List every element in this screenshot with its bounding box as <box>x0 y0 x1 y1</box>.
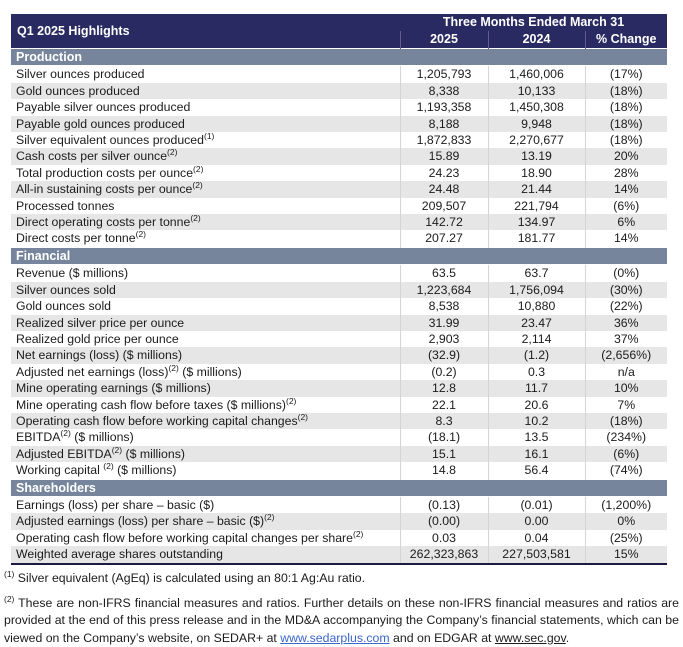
footnote-reference: (2) <box>264 513 275 523</box>
table-row <box>11 331 667 347</box>
footnote-2-marker: (2) <box>4 593 15 604</box>
value-pct-change: 20% <box>585 148 667 164</box>
value-pct-change: (1,200%) <box>585 496 667 513</box>
row-label: Realized silver price per ounce <box>11 315 400 331</box>
value-2024: (1.2) <box>488 347 585 363</box>
footnote-reference: (2) <box>192 181 203 191</box>
value-2024: 221,794 <box>488 198 585 214</box>
value-2024: 11.7 <box>488 380 585 396</box>
value-pct-change: (18%) <box>585 132 667 148</box>
table-row <box>11 99 667 115</box>
table-row <box>11 132 667 148</box>
table-row <box>11 165 667 181</box>
row-label: EBITDA$^{(2)}$ ($ millions) <box>16 429 134 445</box>
value-2025: (32.9) <box>400 347 488 363</box>
value-2025: 14.8 <box>400 462 488 479</box>
value-2025: 209,507 <box>400 198 488 214</box>
table-row <box>11 148 667 164</box>
row-label: Adjusted EBITDA$^{(2)}$ ($ millions) <box>11 446 400 462</box>
value-2025: 8,538 <box>400 298 488 314</box>
value-pct-change: 14% <box>585 181 667 197</box>
row-label: Operating cash flow before working capital changes$^{(2)}$ <box>11 413 400 429</box>
value-2024: 227,503,581 <box>488 546 585 563</box>
value-pct-change: 10% <box>585 380 667 396</box>
value-2025: 1,205,793 <box>400 66 488 83</box>
value-2024: 134.97 <box>488 214 585 230</box>
table-row <box>11 347 667 363</box>
row-label: Mine operating cash flow before taxes ($ millions)$^{(2)}$ <box>16 396 297 412</box>
value-pct-change: (6%) <box>585 198 667 214</box>
footnote-2-text-after: . <box>565 630 570 645</box>
value-2025: 31.99 <box>400 315 488 331</box>
table-row <box>11 380 667 396</box>
footnote-reference: (2) <box>168 363 179 373</box>
value-2025: 8,338 <box>400 83 488 99</box>
value-2024: 181.77 <box>488 230 585 247</box>
value-2025: 1,872,833 <box>400 132 488 148</box>
value-pct-change: 0% <box>585 513 667 529</box>
value-2024: 0.04 <box>488 530 585 546</box>
value-pct-change: (30%) <box>585 282 667 298</box>
row-label: All-in sustaining costs per ounce$^{(2)}$ <box>11 181 400 197</box>
value-2025: 24.48 <box>400 181 488 197</box>
value-2024: 20.6 <box>488 397 585 413</box>
value-pct-change: (0%) <box>585 265 667 282</box>
sedarplus-link[interactable]: www.sedarplus.com <box>280 630 390 645</box>
value-2025: 1,193,358 <box>400 99 488 115</box>
row-label: Earnings (loss) per share – basic ($) <box>16 497 215 512</box>
value-pct-change: (18%) <box>585 413 667 429</box>
table-row <box>11 214 667 230</box>
footnote-2-text-before: These are non-IFRS financial measures and ratios. Further details on these non-IFRS financial measures and ratios are provided at the end of this press release and in the MD&A accompanying the Company’s financial statements, which can be viewed on the Company’s website, on SEDAR+ at <box>4 595 679 645</box>
value-2024: 16.1 <box>488 446 585 462</box>
section-header-row <box>11 479 667 496</box>
table-title: Q1 2025 Highlights <box>11 14 400 49</box>
table-row <box>11 230 667 247</box>
table-row <box>11 397 667 413</box>
value-pct-change: 14% <box>585 230 667 247</box>
value-2024: 13.5 <box>488 429 585 445</box>
value-pct-change: (6%) <box>585 446 667 462</box>
row-label: Silver equivalent ounces produced$^{(1)}$ <box>16 132 215 148</box>
row-label: Silver ounces produced <box>16 67 145 82</box>
q1-highlights-table <box>11 14 667 565</box>
value-2025: 0.03 <box>400 530 488 546</box>
table-row <box>11 181 667 197</box>
footnote-reference: (2) <box>285 396 297 406</box>
row-label: Payable silver ounces produced <box>16 100 191 115</box>
sec-gov-link[interactable]: www.sec.gov <box>494 630 566 645</box>
row-label: Gold ounces sold <box>16 299 112 314</box>
table-row <box>11 298 667 314</box>
row-label: Adjusted net earnings (loss)$^{(2)}$ ($ millions) <box>16 363 242 379</box>
value-2025: 207.27 <box>400 230 488 247</box>
table-row <box>11 315 667 331</box>
footnote-reference: (1) <box>204 132 215 141</box>
value-2025: (0.2) <box>400 364 488 380</box>
value-pct-change: 28% <box>585 165 667 181</box>
footnote-reference: (2) <box>167 148 178 158</box>
footnote-1-text: Silver equivalent (AgEq) is calculated using an 80:1 Ag:Au ratio. <box>14 570 366 585</box>
value-pct-change: (2,656%) <box>585 347 667 363</box>
table-body <box>11 49 667 564</box>
row-label: Processed tonnes <box>16 198 115 213</box>
value-pct-change: (74%) <box>585 462 667 479</box>
value-2024: 1,450,308 <box>488 99 585 115</box>
value-2025: 2,903 <box>400 331 488 347</box>
footnotes <box>4 568 679 647</box>
footnote-reference: (2) <box>135 230 146 240</box>
value-2024: 63.7 <box>488 265 585 282</box>
value-2024: 9,948 <box>488 116 585 132</box>
row-label: Payable gold ounces produced <box>11 116 400 132</box>
value-pct-change: 15% <box>585 546 667 563</box>
value-2024: 1,756,094 <box>488 282 585 298</box>
footnote-reference: (2) <box>111 445 123 455</box>
value-2024: 2,114 <box>488 331 585 347</box>
section-header-row <box>11 49 667 66</box>
value-2025: 63.5 <box>400 265 488 282</box>
row-label: Cash costs per silver ounce$^{(2)}$ <box>11 148 400 164</box>
row-label: Gold ounces produced <box>11 83 400 99</box>
footnote-2-text-middle: and on EDGAR at <box>389 630 495 645</box>
section-header: Shareholders <box>11 479 667 496</box>
row-label: Direct operating costs per tonne$^{(2)}$ <box>11 214 400 230</box>
value-2024: 13.19 <box>488 148 585 164</box>
table-row <box>11 530 667 546</box>
value-pct-change: (17%) <box>585 66 667 83</box>
footnote-1-marker: (1) <box>4 568 15 579</box>
value-2025: (0.13) <box>400 496 488 513</box>
table-row <box>11 116 667 132</box>
value-pct-change: 37% <box>585 331 667 347</box>
value-pct-change: 7% <box>585 397 667 413</box>
table-row <box>11 546 667 563</box>
row-label: Realized gold price per ounce <box>16 331 179 346</box>
value-2025: (0.00) <box>400 513 488 529</box>
footnote-reference: (2) <box>190 214 201 223</box>
value-2024: 18.90 <box>488 165 585 181</box>
row-label: Silver ounces sold <box>11 282 400 298</box>
value-pct-change: (25%) <box>585 530 667 546</box>
table-row <box>11 265 667 282</box>
section-header: Production <box>11 49 667 66</box>
value-2024: 56.4 <box>488 462 585 479</box>
value-2025: (18.1) <box>400 429 488 445</box>
table-row <box>11 429 667 445</box>
footnote-reference: (2) <box>103 462 114 472</box>
value-2024: 10,133 <box>488 83 585 99</box>
column-header-2025: 2025 <box>400 31 488 49</box>
value-pct-change: (234%) <box>585 429 667 445</box>
row-label: Working capital $^{(2)}$ ($ millions) <box>16 462 177 478</box>
value-2024: 10.2 <box>488 413 585 429</box>
table-row <box>11 446 667 462</box>
row-label: Mine operating earnings ($ millions) <box>11 380 400 396</box>
value-pct-change: (22%) <box>585 298 667 314</box>
table-row <box>11 413 667 429</box>
table-row <box>11 282 667 298</box>
table-row <box>11 364 667 380</box>
row-label: Net earnings (loss) ($ millions) <box>11 347 400 363</box>
row-label: Revenue ($ millions) <box>16 266 129 281</box>
row-label: Total production costs per ounce$^{(2)}$ <box>16 164 204 180</box>
value-2024: 0.00 <box>488 513 585 529</box>
section-header: Financial <box>11 247 667 264</box>
footnote-reference: (2) <box>353 529 364 539</box>
value-2025: 15.89 <box>400 148 488 164</box>
table-row <box>11 66 667 83</box>
value-2024: 0.3 <box>488 364 585 380</box>
footnote-reference: (2) <box>193 164 204 174</box>
section-header-row <box>11 247 667 264</box>
value-2024: 23.47 <box>488 315 585 331</box>
row-label: Weighted average shares outstanding <box>11 546 400 563</box>
value-2025: 8,188 <box>400 116 488 132</box>
value-2025: 8.3 <box>400 413 488 429</box>
value-2025: 1,223,684 <box>400 282 488 298</box>
footnote-reference: (2) <box>60 429 71 439</box>
value-2025: 142.72 <box>400 214 488 230</box>
table-row <box>11 513 667 529</box>
value-2025: 262,323,863 <box>400 546 488 563</box>
value-2024: 21.44 <box>488 181 585 197</box>
row-label: Adjusted earnings (loss) per share – basic ($)$^{(2)}$ <box>11 513 400 529</box>
value-pct-change: (18%) <box>585 116 667 132</box>
footnote-1 <box>4 568 679 586</box>
column-header-pct-change: % Change <box>585 31 667 49</box>
row-label: Direct costs per tonne$^{(2)}$ <box>16 230 146 246</box>
value-2024: 10,880 <box>488 298 585 314</box>
footnote-2 <box>4 595 679 647</box>
value-2025: 24.23 <box>400 165 488 181</box>
row-label: Operating cash flow before working capital changes per share$^{(2)}$ <box>16 529 364 545</box>
table-row <box>11 83 667 99</box>
value-2024: 1,460,006 <box>488 66 585 83</box>
column-header-2024: 2024 <box>488 31 585 49</box>
period-header: Three Months Ended March 31 <box>400 14 667 31</box>
value-2024: 2,270,677 <box>488 132 585 148</box>
value-pct-change: (18%) <box>585 99 667 115</box>
value-pct-change: (18%) <box>585 83 667 99</box>
footnote-reference: (2) <box>297 412 309 422</box>
value-pct-change: 36% <box>585 315 667 331</box>
table-row <box>11 198 667 214</box>
table-header <box>11 14 667 49</box>
table-row <box>11 496 667 513</box>
value-2025: 15.1 <box>400 446 488 462</box>
value-2025: 12.8 <box>400 380 488 396</box>
value-2025: 22.1 <box>400 397 488 413</box>
value-2024: (0.01) <box>488 496 585 513</box>
value-pct-change: 6% <box>585 214 667 230</box>
table-row <box>11 462 667 479</box>
value-pct-change: n/a <box>585 364 667 380</box>
